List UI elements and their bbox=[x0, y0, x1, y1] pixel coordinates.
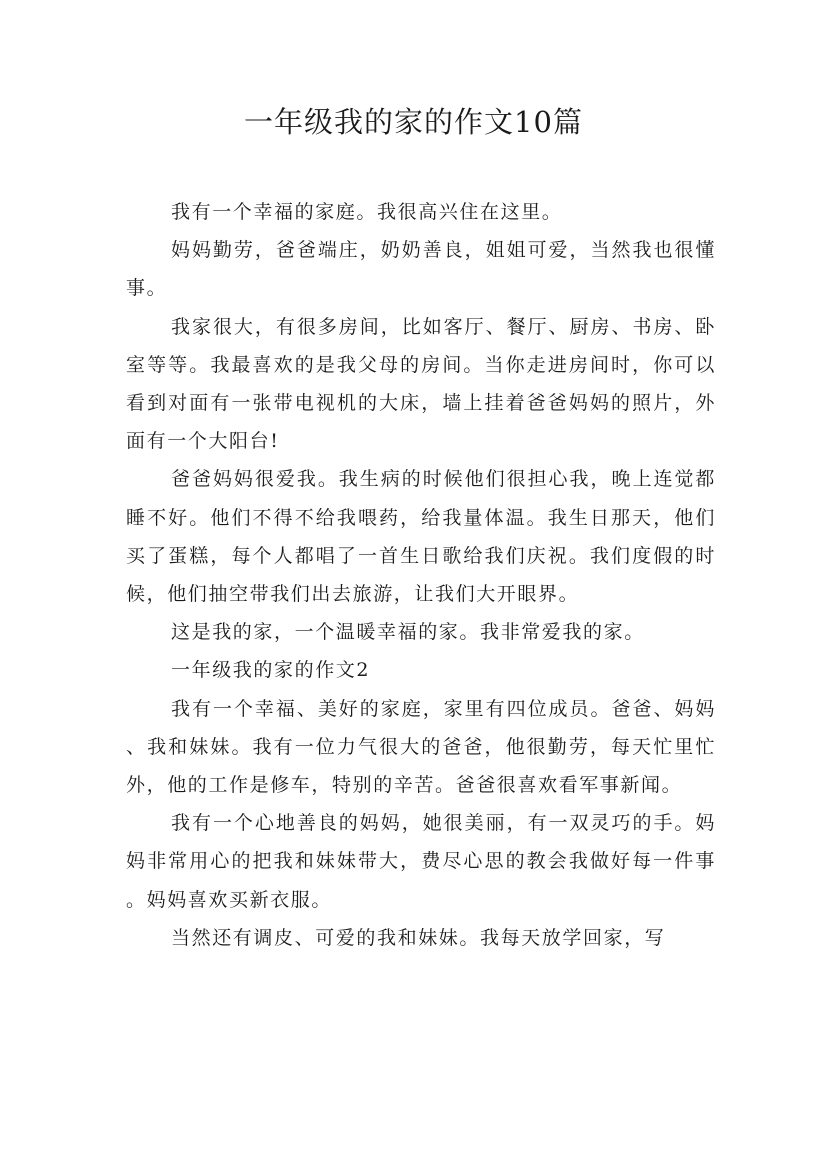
paragraph: 我家很大，有很多房间，比如客厅、餐厅、厨房、书房、卧室等等。我最喜欢的是我父母的房间。当你走进房间时，你可以看到对面有一张带电视机的大床，墙上挂着爸爸妈妈的照片，外面有一个大阳台! bbox=[126, 315, 716, 453]
document-body bbox=[126, 193, 716, 957]
paragraph: 当然还有调皮、可爱的我和妹妹。我每天放学回家，写 bbox=[171, 926, 666, 949]
document-title: 一年级我的家的作文10篇 bbox=[244, 105, 583, 139]
paragraph: 妈妈勤劳，爸爸端庄，奶奶善良，姐姐可爱，当然我也很懂事。 bbox=[126, 239, 716, 300]
paragraph: 爸爸妈妈很爱我。我生病的时候他们很担心我，晚上连觉都睡不好。他们不得不给我喂药，给我量体温。我生日那天，他们买了蛋糕，每个人都唱了一首生日歌给我们庆祝。我们度假的时候，他们抽空带我们出去旅游，让我们大开眼界。 bbox=[126, 468, 716, 606]
paragraph: 这是我的家，一个温暖幸福的家。我非常爱我的家。 bbox=[171, 621, 645, 644]
paragraph: 我有一个心地善良的妈妈，她很美丽，有一双灵巧的手。妈妈非常用心的把我和妹妹带大，费尽心思的教会我做好每一件事。妈妈喜欢买新衣服。 bbox=[126, 812, 716, 911]
section-heading: 一年级我的家的作文2 bbox=[171, 659, 371, 682]
paragraph: 我有一个幸福、美好的家庭，家里有四位成员。爸爸、妈妈、我和妹妹。我有一位力气很大的爸爸，他很勤劳，每天忙里忙外，他的工作是修车，特别的辛苦。爸爸很喜欢看军事新闻。 bbox=[126, 697, 716, 797]
paragraph: 我有一个幸福的家庭。我很高兴住在这里。 bbox=[171, 201, 563, 223]
